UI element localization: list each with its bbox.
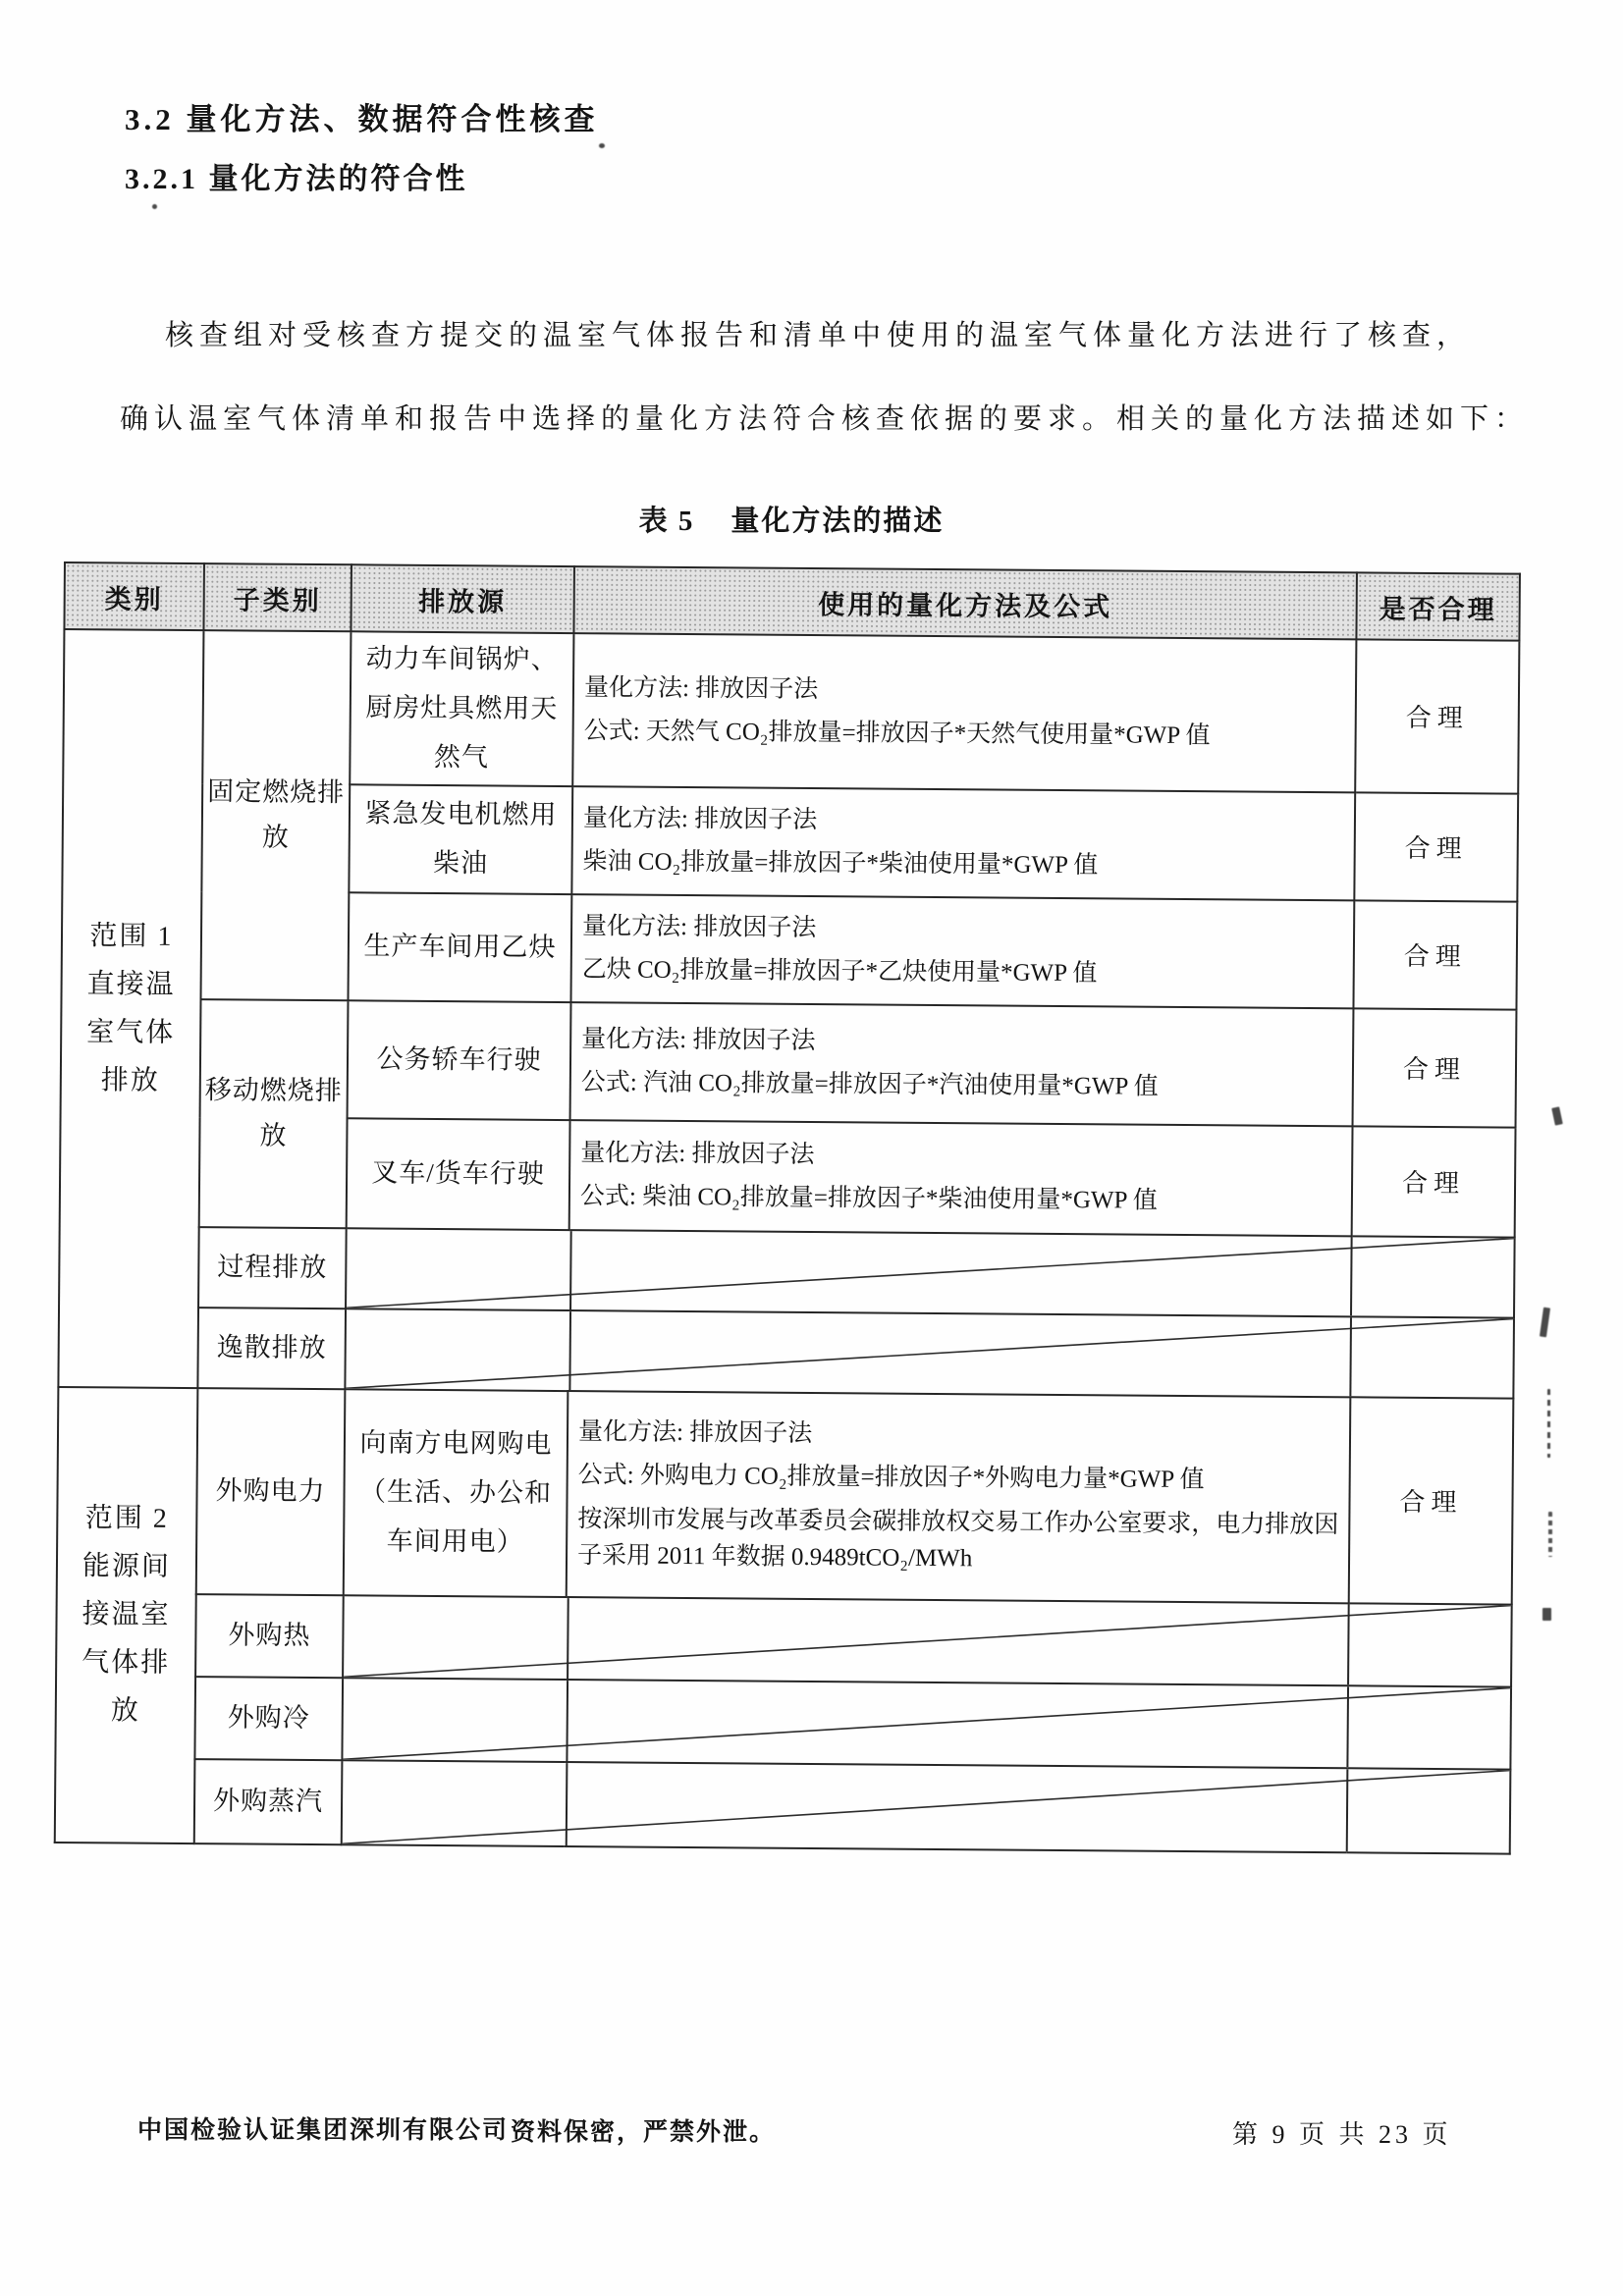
method-line: 柴油 CO₂排放量=排放因子*柴油使用量*GWP 值 [582,848,1099,880]
table-caption: 表 5 量化方法的描述 [638,506,945,537]
scan-artifact [1548,1512,1552,1557]
header-cell-subcategory: 子类别 [203,563,352,631]
subcategory-cell-purchased-heat: 外购热 [195,1594,344,1678]
reasonable-cell: 合理 [1355,639,1519,793]
header-cell-category: 类别 [64,562,204,630]
method-line: 按深圳市发展与改革委员会碳排放权交易工作办公室要求，电力排放因子采用 2011 年数据 0.9489tCO₂/MWh [576,1505,1339,1573]
footer-page-number: 第 9 页 共 23 页 [1232,2120,1452,2149]
empty-cell-diagonal [343,1595,1512,1686]
subcategory-cell-mobile-combustion: 移动燃烧排放 [199,999,349,1228]
method-line: 公式: 汽油 CO₂排放量=排放因子*汽油使用量*GWP 值 [580,1069,1159,1101]
method-line: 量化方法: 排放因子法 [580,1139,815,1168]
empty-cell-diagonal [346,1228,1515,1317]
method-line: 量化方法: 排放因子法 [582,804,818,833]
method-cell-diesel-generator [571,786,1355,900]
method-cell-forklift-truck [569,1120,1353,1236]
table-5 [54,561,1521,1854]
subcategory-cell-purchased-steam: 外购蒸汽 [194,1759,343,1844]
method-line: 量化方法: 排放因子法 [583,674,819,703]
scan-artifact [1542,1608,1551,1621]
method-line: 公式: 外购电力 CO₂排放量=排放因子*外购电力量*GWP 值 [577,1462,1205,1494]
subsection-heading: 3.2.1 量化方法的符合性 [125,163,468,195]
scan-artifact [599,143,605,148]
quantification-method-table [54,561,1519,1854]
intro-paragraph-line-1: 核查组对受核查方提交的温室气体报告和清单中使用的温室气体量化方法进行了核查， [165,320,1472,351]
table-row [56,1593,1512,1687]
footer-company: 中国检验认证集团深圳有限公司 [137,2116,510,2144]
table-row [55,1758,1511,1854]
header-cell-method: 使用的量化方法及公式 [573,566,1357,639]
scan-artifact [1547,1389,1550,1458]
reasonable-cell: 合理 [1352,1126,1516,1237]
source-cell-forklift-truck: 叉车/货车行驶 [347,1118,570,1230]
method-line: 公式: 天然气 CO₂排放量=排放因子*天然气使用量*GWP 值 [583,718,1211,750]
scope2-category-cell: 范围 2 能源间 接温室 气体排 放 [55,1387,198,1843]
section-heading: 3.2 量化方法、数据符合性核查 [125,102,599,136]
method-cell-grid-electricity [567,1391,1351,1603]
method-cell-acetylene [570,894,1354,1008]
subcategory-cell-fugitive-emission: 逸散排放 [197,1308,346,1389]
table-header-row [64,562,1519,641]
subcategory-cell-purchased-electricity: 外购电力 [196,1388,346,1595]
scan-artifact [152,204,157,209]
method-line: 量化方法: 排放因子法 [581,1025,816,1054]
method-line: 量化方法: 排放因子法 [581,912,817,941]
scan-artifact [1551,1106,1563,1125]
empty-cell-diagonal [345,1308,1514,1398]
method-cell-natural-gas [572,633,1356,792]
intro-paragraph-line-2: 确认温室气体清单和报告中选择的量化方法符合核查依据的要求。相关的量化方法描述如下： [120,403,1530,435]
reasonable-cell: 合理 [1353,900,1517,1009]
reasonable-cell: 合理 [1354,792,1518,901]
table-row [57,1387,1514,1605]
source-cell-grid-electricity: 向南方电网购电（生活、办公和车间用电） [344,1389,568,1597]
source-cell-company-car: 公务轿车行驶 [348,1000,571,1120]
subcategory-cell-process-emission: 过程排放 [198,1227,347,1308]
header-cell-source: 排放源 [351,564,574,633]
method-line: 量化方法: 排放因子法 [577,1417,813,1447]
header-cell-reasonable: 是否合理 [1356,572,1520,640]
scan-artifact [1540,1308,1550,1338]
method-line: 公式: 柴油 CO₂排放量=排放因子*柴油使用量*GWP 值 [579,1183,1158,1215]
table-row [59,1226,1515,1318]
table-row [63,629,1519,793]
table-row [61,998,1517,1128]
reasonable-cell: 合理 [1353,1008,1517,1127]
method-cell-company-car [570,1002,1354,1126]
subcategory-cell-fixed-combustion: 固定燃烧排放 [201,630,352,1000]
reasonable-cell: 合理 [1349,1397,1514,1604]
empty-cell-diagonal [342,1760,1511,1853]
subcategory-cell-purchased-cooling: 外购冷 [194,1677,343,1760]
source-cell-acetylene: 生产车间用乙炔 [348,892,571,1002]
table-row [58,1307,1514,1399]
empty-cell-diagonal [342,1678,1511,1769]
source-cell-natural-gas: 动力车间锅炉、厨房灶具燃用天然气 [350,631,573,786]
scope1-category-cell: 范围 1 直接温 室气体 排放 [58,629,203,1388]
source-cell-diesel-generator: 紧急发电机燃用柴油 [349,784,572,894]
footer-confidential: 资料保密，严禁外泄。 [511,2118,777,2146]
table-row [55,1676,1511,1770]
method-line: 乙炔 CO₂排放量=排放因子*乙炔使用量*GWP 值 [581,956,1098,988]
